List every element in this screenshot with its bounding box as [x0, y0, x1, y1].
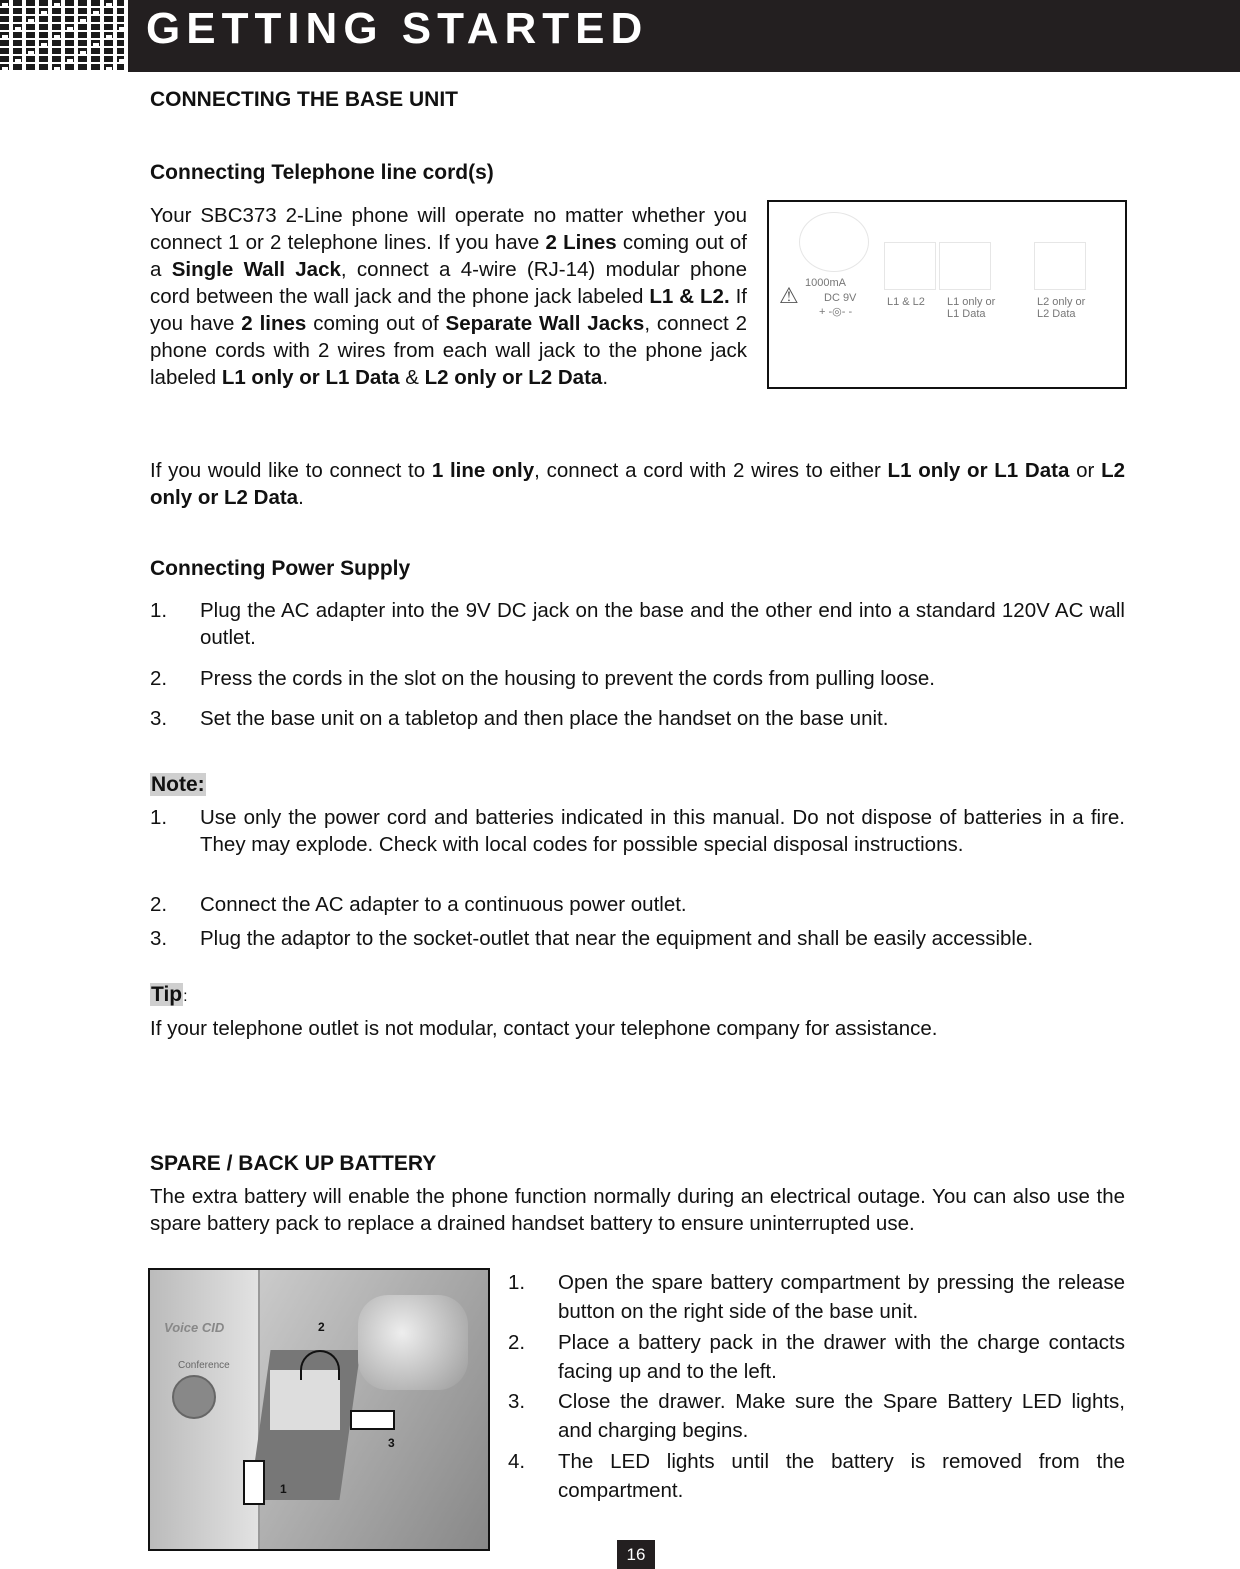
section-title: CONNECTING THE BASE UNIT — [150, 88, 459, 111]
text-segment: 2 Lines — [545, 231, 617, 254]
item-text: Open the spare battery compartment by pressing the release button on the right side of the base unit. — [558, 1271, 1125, 1323]
telephone-heading: Connecting Telephone line cord(s) — [150, 161, 494, 184]
power-heading: Connecting Power Supply — [150, 557, 411, 580]
item-number: 3. — [150, 707, 168, 730]
tip-label: Tip — [151, 983, 183, 1006]
list-item — [508, 1328, 1125, 1386]
item-text: Place a battery pack in the drawer with the charge contacts facing up and to the left. — [558, 1331, 1125, 1383]
arrow-icon — [243, 1460, 265, 1505]
page-number: 16 — [617, 1540, 655, 1569]
one-line-paragraph — [150, 457, 1125, 511]
text-segment: 1 line only — [431, 459, 535, 482]
item-text: Plug the AC adapter into the 9V DC jack on the base and the other end into a standard 120V AC wall outlet. — [200, 599, 1125, 649]
item-number: 3. — [150, 927, 168, 950]
page-title: GETTING STARTED — [146, 4, 649, 53]
item-text: Set the base unit on a tabletop and then place the handset on the base unit. — [200, 707, 889, 730]
item-text: Plug the adaptor to the socket-outlet that near the equipment and shall be easily accessible. — [200, 927, 1034, 950]
item-text: The LED lights until the battery is removed from the compartment. — [558, 1450, 1125, 1502]
item-number: 4. — [508, 1450, 526, 1473]
list-item — [150, 891, 1125, 918]
text-segment: L1 only or L1 Data — [887, 459, 1070, 482]
text-segment: If you have — [150, 285, 747, 335]
list-item — [508, 1447, 1125, 1505]
text-segment: coming out of — [306, 312, 446, 335]
text-segment: L2 only or L2 Data — [424, 366, 603, 389]
battery-intro: The extra battery will enable the phone function normally during an electrical outage. You can also use the spare battery pack to replace a drained handset battery to ensure uninterrupted use. — [150, 1185, 1125, 1235]
text-segment: . — [602, 366, 609, 389]
item-number: 2. — [508, 1331, 526, 1354]
item-text: Close the drawer. Make sure the Spare Battery LED lights, and charging begins. — [558, 1390, 1125, 1442]
text-segment: Your SBC373 2-Line phone will operate no matter whether you connect 1 or 2 telephone lines. If you have — [150, 204, 747, 254]
text-segment: Single Wall Jack — [171, 258, 341, 281]
arrow-icon — [350, 1410, 395, 1430]
item-number: 1. — [150, 806, 168, 829]
list-item — [150, 665, 1125, 692]
text-segment: 2 lines — [241, 312, 307, 335]
list-item — [150, 705, 1125, 732]
text-segment: L2 only or L2 Data — [150, 459, 1125, 509]
text-segment: , connect a cord with 2 wires to either — [534, 459, 888, 482]
note-label: Note: — [151, 773, 205, 796]
text-segment: , connect a 4-wire (RJ-14) modular phone cord between the wall jack and the phone jack labeled — [150, 258, 747, 308]
list-item — [150, 925, 1125, 952]
battery-heading: SPARE / BACK UP BATTERY — [150, 1152, 437, 1175]
warning-icon: ⚠ — [779, 283, 799, 308]
item-text: Connect the AC adapter to a continuous power outlet. — [200, 893, 687, 916]
list-item — [508, 1268, 1125, 1326]
telephone-paragraph — [150, 202, 747, 391]
tip-text: If your telephone outlet is not modular, contact your telephone company for assistance. — [150, 1017, 938, 1040]
text-segment: L1 & L2. — [649, 285, 730, 308]
text-segment: , connect 2 phone cords with 2 wires from each wall jack to the phone jack labeled — [150, 312, 748, 389]
text-segment: coming out of a — [150, 231, 747, 281]
item-number: 2. — [150, 667, 168, 690]
list-item — [508, 1387, 1125, 1445]
item-text: Use only the power cord and batteries indicated in this manual. Do not dispose of batteries in a fire. They may explode. Check with local codes for possible special disposal instructions. — [200, 806, 1125, 856]
text-segment: & — [399, 366, 425, 389]
jack-diagram: 1000mA ⚠ DC 9V + -◎- - L1 & L2 L1 only or L1 Data L2 only or L2 Data — [767, 200, 1127, 389]
list-item — [150, 597, 1125, 651]
text-segment: Separate Wall Jacks — [445, 312, 645, 335]
text-segment: or — [1069, 459, 1102, 482]
logo-pattern — [0, 0, 124, 72]
battery-photo: Voice CID Conference 1 2 3 — [148, 1268, 490, 1551]
item-number: 1. — [508, 1271, 526, 1294]
text-segment: . — [298, 486, 304, 509]
item-number: 2. — [150, 893, 168, 916]
text-segment: If you would like to connect to — [150, 459, 432, 482]
list-item — [150, 804, 1125, 858]
item-number: 3. — [508, 1390, 526, 1413]
text-segment: L1 only or L1 Data — [221, 366, 400, 389]
item-number: 1. — [150, 599, 168, 622]
item-text: Press the cords in the slot on the housing to prevent the cords from pulling loose. — [200, 667, 935, 690]
